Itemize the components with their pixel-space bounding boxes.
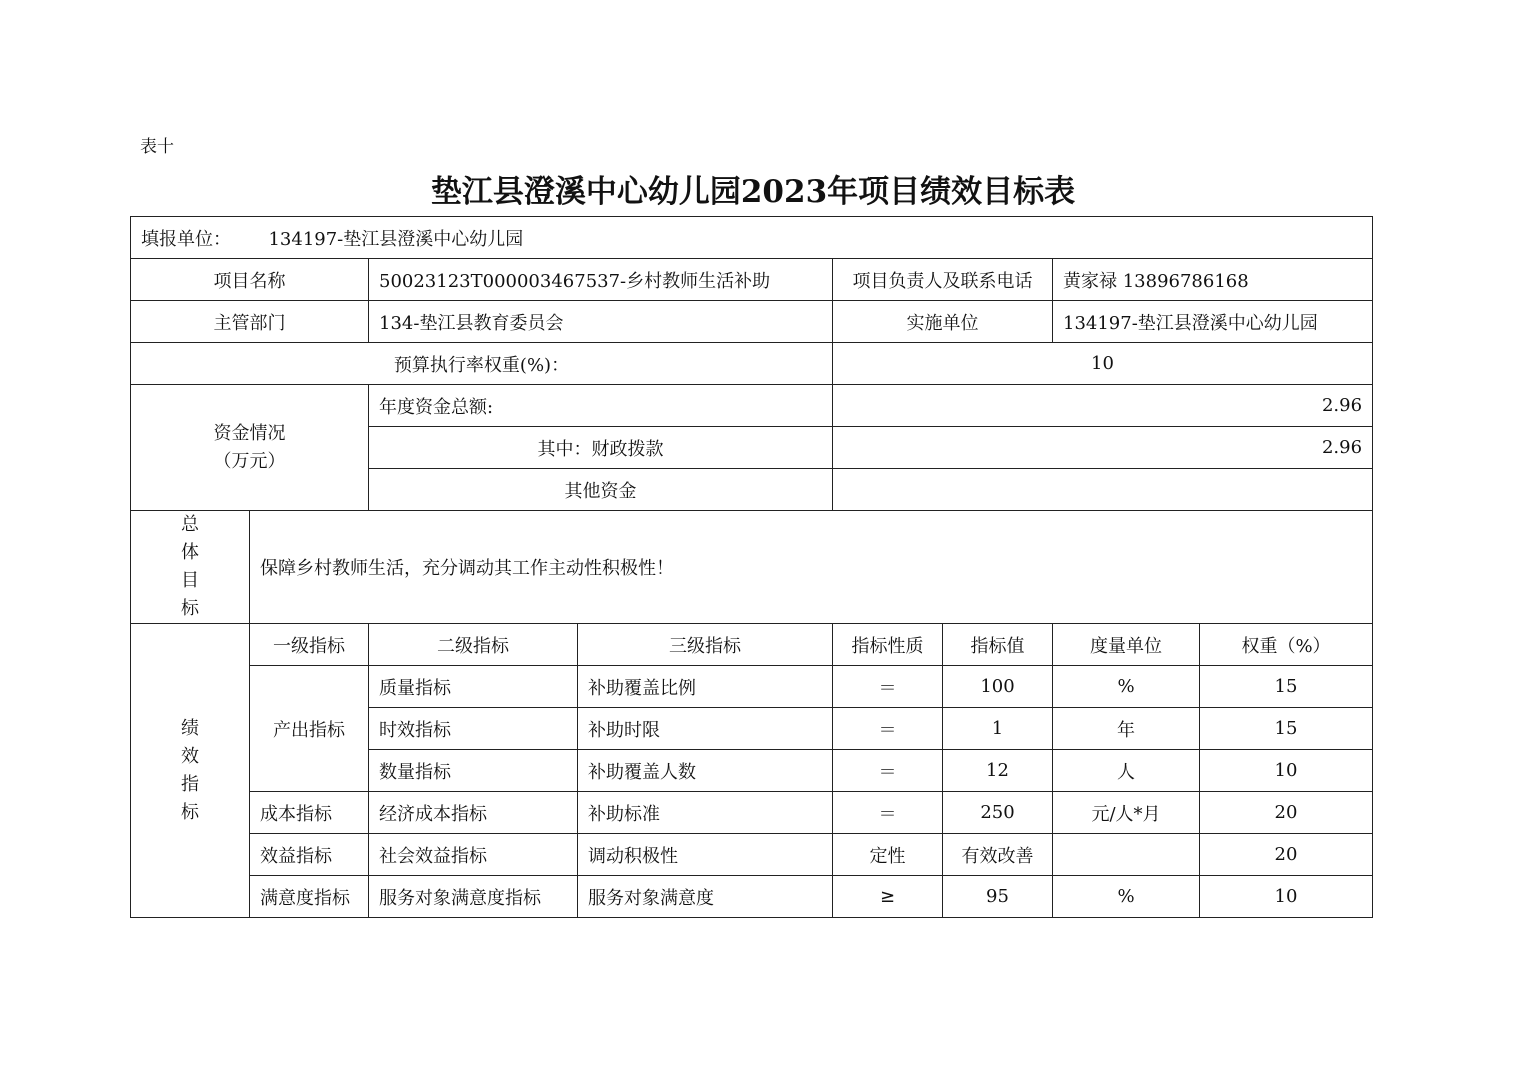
funds-total-row (131, 385, 1373, 427)
level2-cell: 时效指标 (369, 708, 578, 750)
table-label: 表十 (140, 137, 174, 157)
department-value: 134-垫江县教育委员会 (369, 301, 833, 343)
indicator-header-row (131, 624, 1373, 666)
reporting-unit-cell (131, 217, 1373, 259)
nature-cell: ＝ (833, 666, 943, 708)
overall-goal-row (131, 511, 1373, 624)
nature-cell: ＝ (833, 750, 943, 792)
performance-target-table (130, 216, 1373, 918)
table-row (131, 876, 1373, 918)
reporting-unit-value: 134197-垫江县澄溪中心幼儿园 (268, 228, 524, 250)
unit-cell (1053, 834, 1200, 876)
level2-cell: 经济成本指标 (369, 792, 578, 834)
weight-cell: 10 (1200, 750, 1373, 792)
unit-cell: 年 (1053, 708, 1200, 750)
output-level1: 产出指标 (250, 666, 369, 792)
level2-cell: 服务对象满意度指标 (369, 876, 578, 918)
indicator-label-char: 标 (181, 801, 199, 823)
budget-weight-value: 10 (833, 343, 1373, 385)
funds-total-value: 2.96 (833, 385, 1373, 427)
header-weight: 权重（%） (1200, 624, 1373, 666)
goal-label-char: 标 (181, 598, 199, 619)
level3-cell: 补助覆盖比例 (578, 666, 833, 708)
funds-fiscal-value: 2.96 (833, 427, 1373, 469)
unit-cell: 元/人*月 (1053, 792, 1200, 834)
level2-cell: 数量指标 (369, 750, 578, 792)
budget-weight-row (131, 343, 1373, 385)
weight-cell: 20 (1200, 792, 1373, 834)
overall-goal-label (131, 511, 250, 624)
indicator-label-char: 效 (181, 745, 199, 767)
funds-total-label: 年度资金总额: (369, 385, 833, 427)
nature-cell: 定性 (833, 834, 943, 876)
nature-cell: ＝ (833, 708, 943, 750)
level3-cell: 服务对象满意度 (578, 876, 833, 918)
weight-cell: 10 (1200, 876, 1373, 918)
nature-cell: ≥ (833, 876, 943, 918)
header-level2: 二级指标 (369, 624, 578, 666)
project-name-label: 项目名称 (131, 259, 369, 301)
header-level1: 一级指标 (250, 624, 369, 666)
level1-cell: 满意度指标 (250, 876, 369, 918)
table-row (131, 834, 1373, 876)
performance-indicators-label (131, 624, 250, 918)
reporting-unit-row (131, 217, 1373, 259)
level2-cell: 社会效益指标 (369, 834, 578, 876)
funds-label (131, 385, 369, 511)
reporting-unit-label: 填报单位： (141, 228, 231, 250)
nature-cell: ＝ (833, 792, 943, 834)
funds-other-value (833, 469, 1373, 511)
table-row (131, 792, 1373, 834)
indicator-label-char: 绩 (181, 717, 199, 739)
unit-cell: % (1053, 876, 1200, 918)
funds-label-line1: 资金情况 (213, 422, 286, 444)
implementing-unit-value: 134197-垫江县澄溪中心幼儿园 (1053, 301, 1373, 343)
department-label: 主管部门 (131, 301, 369, 343)
header-level3: 三级指标 (578, 624, 833, 666)
overall-goal-text: 保障乡村教师生活，充分调动其工作主动性积极性！ (250, 511, 1373, 624)
header-value: 指标值 (943, 624, 1053, 666)
level3-cell: 调动积极性 (578, 834, 833, 876)
unit-cell: 人 (1053, 750, 1200, 792)
project-contact-label: 项目负责人及联系电话 (833, 259, 1053, 301)
value-cell: 有效改善 (943, 834, 1053, 876)
weight-cell: 20 (1200, 834, 1373, 876)
funds-label-line2: （万元） (213, 450, 286, 472)
funds-other-label: 其他资金 (369, 469, 833, 511)
value-cell: 12 (943, 750, 1053, 792)
level3-cell: 补助覆盖人数 (578, 750, 833, 792)
funds-fiscal-label: 其中：财政拨款 (369, 427, 833, 469)
value-cell: 100 (943, 666, 1053, 708)
value-cell: 95 (943, 876, 1053, 918)
indicator-label-char: 指 (181, 773, 199, 795)
budget-weight-label: 预算执行率权重(%)： (131, 343, 833, 385)
level2-cell: 质量指标 (369, 666, 578, 708)
level1-cell: 效益指标 (250, 834, 369, 876)
level3-cell: 补助标准 (578, 792, 833, 834)
level1-cell: 成本指标 (250, 792, 369, 834)
goal-label-char: 总 (181, 514, 199, 535)
header-unit: 度量单位 (1053, 624, 1200, 666)
page-title: 垫江县澄溪中心幼儿园2023年项目绩效目标表 (430, 174, 1076, 210)
table-row (131, 666, 1373, 708)
header-nature: 指标性质 (833, 624, 943, 666)
level3-cell: 补助时限 (578, 708, 833, 750)
goal-label-char: 目 (181, 570, 199, 591)
value-cell: 250 (943, 792, 1053, 834)
weight-cell: 15 (1200, 708, 1373, 750)
unit-cell: % (1053, 666, 1200, 708)
value-cell: 1 (943, 708, 1053, 750)
implementing-unit-label: 实施单位 (833, 301, 1053, 343)
goal-label-char: 体 (181, 542, 199, 563)
department-row (131, 301, 1373, 343)
project-name-value: 50023123T000003467537-乡村教师生活补助 (369, 259, 833, 301)
project-name-row (131, 259, 1373, 301)
weight-cell: 15 (1200, 666, 1373, 708)
project-contact-value: 黄家禄 13896786168 (1053, 259, 1373, 301)
